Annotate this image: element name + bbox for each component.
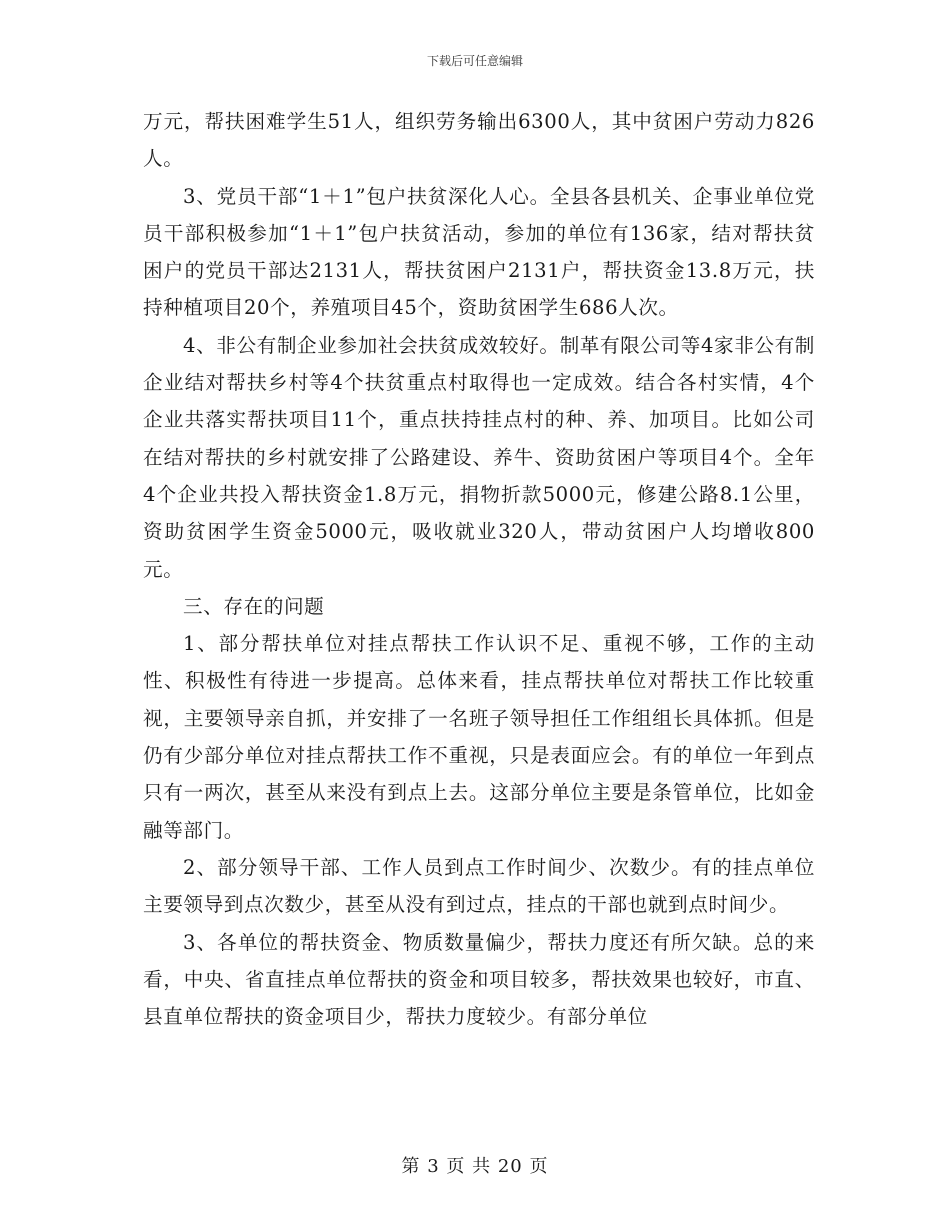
section-heading-problems: 三、存在的问题 — [183, 594, 325, 618]
document-body — [143, 103, 815, 1035]
page-number-footer: 第 3 页 共 20 页 — [401, 1156, 549, 1177]
paragraph-3: 4、非公有制企业参加社会扶贫成效较好。制革有限公司等4家非公有制企业结对帮扶乡村等4个扶贫重点村取得也一定成效。结合各村实情，4个企业共落实帮扶项目11个，重点扶持挂点村的种、养、加项目。比如公司在结对帮扶的乡村就安排了公路建设、养牛、资助贫困户等项目4个。全年4个企业共投入帮扶资金1.8万元，捐物折款5000元，修建公路8.1公里，资助贫困学生资金5000元，吸收就业320人，带动贫困户人均增收800元。 — [143, 333, 815, 581]
paragraph-7: 3、各单位的帮扶资金、物质数量偏少，帮扶力度还有所欠缺。总的来看，中央、省直挂点单位帮扶的资金和项目较多，帮扶效果也较好，市直、县直单位帮扶的资金项目少，帮扶力度较少。有部分单位 — [143, 930, 815, 1029]
paragraph-6: 2、部分领导干部、工作人员到点工作时间少、次数少。有的挂点单位主要领导到点次数少，甚至从没有到过点，挂点的干部也就到点时间少。 — [143, 855, 815, 917]
paragraph-1: 万元，帮扶困难学生51人，组织劳务输出6300人，其中贫困户劳动力826人。 — [143, 110, 815, 171]
paragraph-2: 3、党员干部“1＋1”包户扶贫深化人心。全县各县机关、企事业单位党员干部积极参加“1＋1”包户扶贫活动，参加的单位有136家，结对帮扶贫困户的党员干部达2131人，帮扶贫困户2131户，帮扶资金13.8万元，扶持种植项目20个，养殖项目45个，资助贫困学生686人次。 — [143, 184, 815, 320]
page-header-note: 下载后可任意编辑 — [426, 54, 523, 68]
paragraph-5: 1、部分帮扶单位对挂点帮扶工作认识不足、重视不够，工作的主动性、积极性有待进一步提高。总体来看，挂点帮扶单位对帮扶工作比较重视，主要领导亲自抓，并安排了一名班子领导担任工作组组长具体抓。但是仍有少部分单位对挂点帮扶工作不重视，只是表面应会。有的单位一年到点只有一两次，甚至从来没有到点上去。这部分单位主要是条管单位，比如金融等部门。 — [143, 632, 815, 842]
